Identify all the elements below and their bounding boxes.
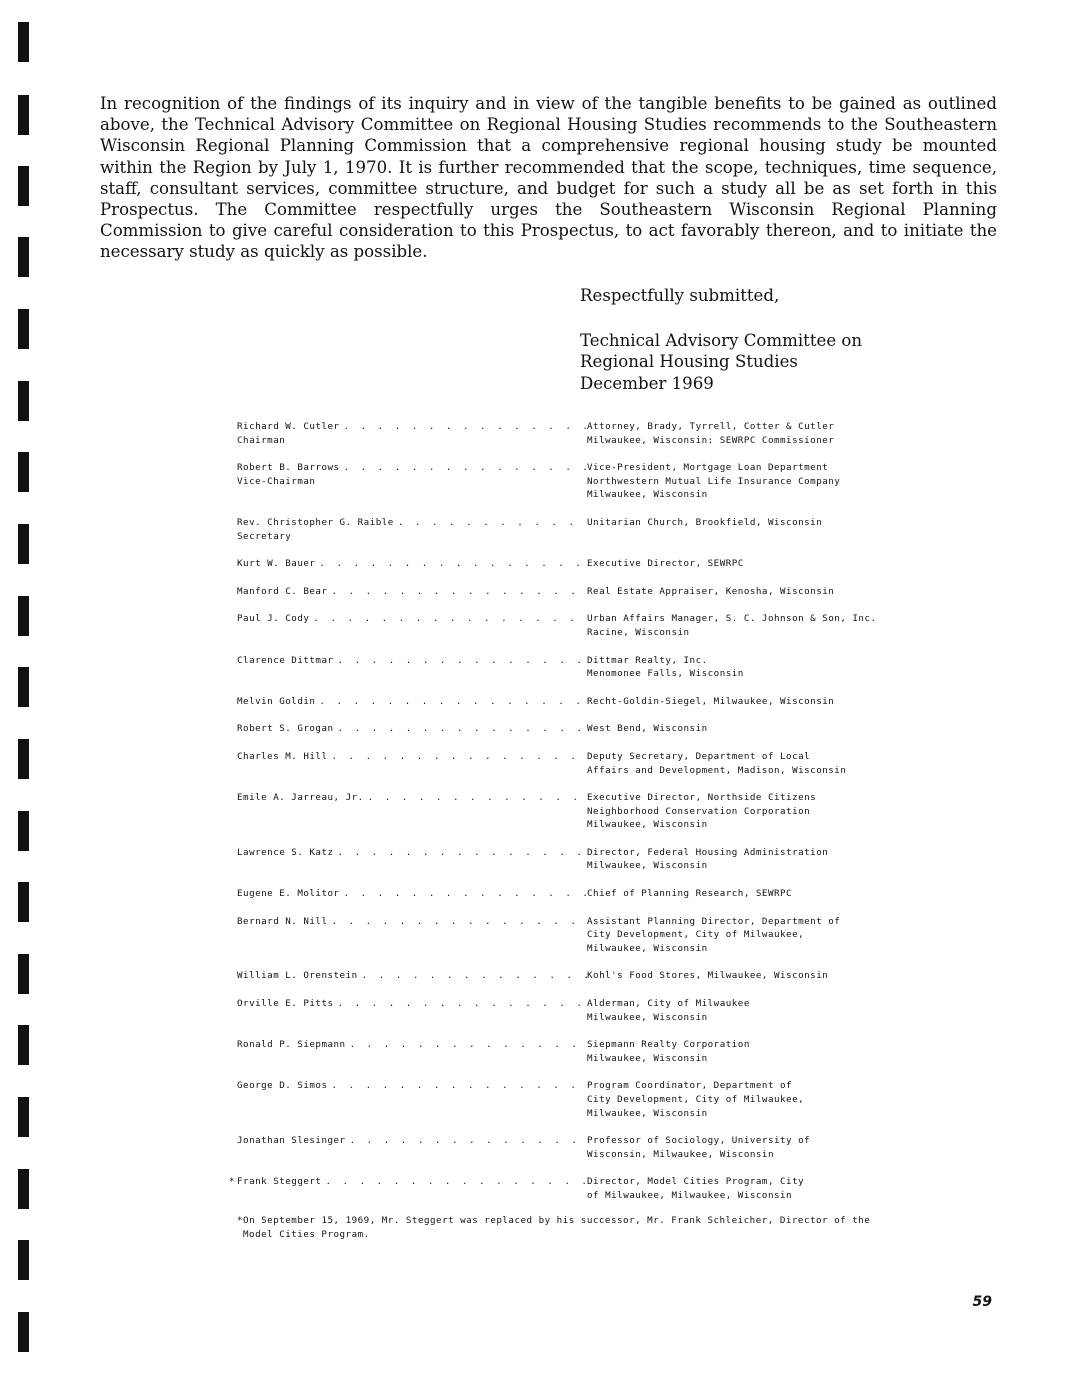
member-left-column <box>237 654 587 681</box>
member-left-column <box>237 750 587 777</box>
member-left-column <box>237 516 587 543</box>
member-left-column <box>237 846 587 873</box>
affiliation-line: Milwaukee, Wisconsin <box>587 1107 708 1119</box>
binding-mark <box>18 954 29 994</box>
binding-mark <box>18 596 29 636</box>
affiliation-line: Menomonee Falls, Wisconsin <box>587 668 744 680</box>
member-name: Kurt W. Bauer <box>237 558 316 570</box>
member-left-column <box>237 1134 587 1161</box>
member-name-line <box>237 969 587 983</box>
member-affiliation <box>587 1038 937 1065</box>
member-left-column <box>237 1079 587 1120</box>
dot-leader <box>331 750 587 764</box>
binding-mark <box>18 811 29 851</box>
member-left-column <box>237 585 587 599</box>
member-affiliation <box>587 887 937 901</box>
dot-leader <box>338 722 587 736</box>
member-name-line <box>237 695 587 709</box>
dot-leader <box>331 585 587 599</box>
binding-mark <box>18 22 29 62</box>
member-row <box>237 516 937 543</box>
member-name-line <box>237 1134 587 1148</box>
committee-name-line-1: Technical Advisory Committee on <box>580 330 863 350</box>
member-affiliation <box>587 969 937 983</box>
dot-leader <box>319 557 587 571</box>
member-affiliation <box>587 557 937 571</box>
member-name-line <box>237 846 587 860</box>
binding-mark <box>18 667 29 707</box>
member-left-column <box>237 461 587 502</box>
footnote <box>237 1214 877 1241</box>
member-left-column <box>237 557 587 571</box>
member-left-column <box>237 722 587 736</box>
member-row <box>237 420 937 447</box>
binding-mark <box>18 1097 29 1137</box>
binding-mark <box>18 381 29 421</box>
member-name-line <box>237 585 587 599</box>
dot-leader <box>319 695 587 709</box>
dot-leader <box>344 461 587 475</box>
affiliation-line: Racine, Wisconsin <box>587 626 690 638</box>
affiliation-line: Milwaukee, Wisconsin <box>587 819 708 831</box>
member-name-line <box>237 654 587 668</box>
member-affiliation <box>587 997 937 1024</box>
member-left-column <box>237 612 587 639</box>
member-row <box>237 915 937 956</box>
member-affiliation <box>587 585 937 599</box>
member-left-column <box>237 997 587 1024</box>
dot-leader <box>350 1134 587 1148</box>
affiliation-line: of Milwaukee, Milwaukee, Wisconsin <box>587 1189 793 1201</box>
member-name: Paul J. Cody <box>237 613 310 625</box>
member-name-line <box>237 791 587 805</box>
binding-mark <box>18 1240 29 1280</box>
member-role: Secretary <box>237 530 292 542</box>
affiliation-line: Milwaukee, Wisconsin <box>587 1011 708 1023</box>
member-affiliation <box>587 846 937 873</box>
binding-mark <box>18 1169 29 1209</box>
member-affiliation <box>587 791 937 832</box>
member-name-line <box>237 722 587 736</box>
affiliation-line: Affairs and Development, Madison, Wisconsin <box>587 764 847 776</box>
member-name: Emile A. Jarreau, Jr. <box>237 792 364 804</box>
member-name-line <box>237 1079 587 1093</box>
affiliation-line: Deputy Secretary, Department of Local <box>587 750 811 762</box>
member-row <box>237 722 937 736</box>
member-name-line <box>237 887 587 901</box>
footnote-marker: * <box>229 1176 236 1188</box>
affiliation-line: Real Estate Appraiser, Kenosha, Wisconsin <box>587 585 835 597</box>
affiliation-line: Attorney, Brady, Tyrrell, Cotter & Cutler <box>587 421 835 432</box>
member-left-column <box>237 1038 587 1065</box>
dot-leader <box>313 612 587 626</box>
member-name: Jonathan Slesinger <box>237 1135 346 1147</box>
member-row <box>237 791 937 832</box>
binding-mark <box>18 1312 29 1352</box>
dot-leader <box>325 1175 587 1189</box>
member-name-line <box>237 612 587 626</box>
member-name: Orville E. Pitts <box>237 998 334 1010</box>
member-name: Lawrence S. Katz <box>237 846 334 858</box>
binding-mark <box>18 1025 29 1065</box>
affiliation-line: Dittmar Realty, Inc. <box>587 654 708 666</box>
member-row <box>237 612 937 639</box>
member-row <box>237 750 937 777</box>
affiliation-line: Siepmann Realty Corporation <box>587 1039 750 1051</box>
affiliation-line: Wisconsin, Milwaukee, Wisconsin <box>587 1148 774 1160</box>
member-name-line <box>237 1038 587 1052</box>
member-name: Eugene E. Molitor <box>237 888 340 900</box>
member-role: Chairman <box>237 434 286 446</box>
affiliation-line: Executive Director, Northside Citizens <box>587 792 817 804</box>
member-row <box>237 654 937 681</box>
member-affiliation <box>587 695 937 709</box>
member-affiliation <box>587 516 937 543</box>
affiliation-line: Milwaukee, Wisconsin <box>587 942 708 954</box>
affiliation-line: Neighborhood Conservation Corporation <box>587 805 811 817</box>
member-name: Frank Steggert <box>237 1176 322 1188</box>
member-row <box>229 1175 937 1202</box>
member-name: Manford C. Bear <box>237 585 328 597</box>
member-row <box>237 846 937 873</box>
dot-leader <box>362 969 587 983</box>
signature-block <box>580 285 1000 394</box>
binding-mark <box>18 309 29 349</box>
affiliation-line: City Development, City of Milwaukee, <box>587 929 805 941</box>
member-name: Charles M. Hill <box>237 750 328 762</box>
member-affiliation <box>587 1134 937 1161</box>
member-name: Melvin Goldin <box>237 695 316 707</box>
dot-leader <box>338 654 587 668</box>
affiliation-line: Kohl's Food Stores, Milwaukee, Wisconsin <box>587 970 829 982</box>
dot-leader <box>350 1038 587 1052</box>
member-name-line <box>237 915 587 929</box>
member-left-column <box>237 420 587 447</box>
member-name: William L. Orenstein <box>237 970 358 982</box>
affiliation-line: Alderman, City of Milwaukee <box>587 998 750 1010</box>
member-name-line <box>237 1175 587 1189</box>
dot-leader <box>331 915 587 929</box>
member-affiliation <box>587 1175 937 1202</box>
member-name-line <box>237 516 587 530</box>
member-affiliation <box>587 722 937 736</box>
committee-name-line-2: Regional Housing Studies <box>580 352 798 372</box>
binding-mark <box>18 882 29 922</box>
member-left-column <box>237 695 587 709</box>
affiliation-line: Unitarian Church, Brookfield, Wisconsin <box>587 516 823 528</box>
dot-leader <box>331 1079 587 1093</box>
member-left-column <box>237 915 587 956</box>
member-name-line <box>237 461 587 475</box>
affiliation-line: Milwaukee, Wisconsin <box>587 1052 708 1064</box>
member-name: Bernard N. Nill <box>237 915 328 927</box>
member-row <box>237 887 937 901</box>
member-affiliation <box>587 1079 937 1120</box>
member-name: Clarence Dittmar <box>237 654 334 666</box>
binding-mark <box>18 739 29 779</box>
footnote-line-1: *On September 15, 1969, Mr. Steggert was replaced by his successor, Mr. Frank Schleicher, Director of the <box>237 1215 871 1226</box>
member-name-line <box>237 750 587 764</box>
affiliation-line: Recht-Goldin-Siegel, Milwaukee, Wisconsin <box>587 695 835 707</box>
affiliation-line: Chief of Planning Research, SEWRPC <box>587 888 793 900</box>
affiliation-line: Director, Federal Housing Administration <box>587 846 829 858</box>
member-affiliation <box>587 915 937 956</box>
member-left-column <box>237 969 587 983</box>
affiliation-line: Director, Model Cities Program, City <box>587 1176 805 1188</box>
affiliation-line: Milwaukee, Wisconsin <box>587 489 708 501</box>
member-name: Ronald P. Siepmann <box>237 1039 346 1051</box>
member-row <box>237 1134 937 1161</box>
committee-member-list <box>229 420 937 1217</box>
dot-leader <box>338 997 587 1011</box>
affiliation-line: Milwaukee, Wisconsin <box>587 860 708 872</box>
member-row <box>237 1038 937 1065</box>
affiliation-line: Program Coordinator, Department of <box>587 1080 793 1092</box>
binding-mark <box>18 237 29 277</box>
member-affiliation <box>587 612 937 639</box>
binding-mark <box>18 166 29 206</box>
member-left-column <box>237 887 587 901</box>
affiliation-line: West Bend, Wisconsin <box>587 723 708 735</box>
affiliation-line: Milwaukee, Wisconsin: SEWRPC Commissioner <box>587 434 835 446</box>
binding-mark <box>18 95 29 135</box>
dot-leader <box>344 887 587 901</box>
affiliation-line: Northwestern Mutual Life Insurance Company <box>587 475 841 487</box>
dot-leader <box>344 420 587 434</box>
dot-leader <box>398 516 587 530</box>
affiliation-line: Vice-President, Mortgage Loan Department <box>587 462 829 474</box>
member-left-column <box>229 1175 587 1202</box>
member-role: Vice-Chairman <box>237 475 316 487</box>
affiliation-line: Assistant Planning Director, Department of <box>587 915 841 927</box>
member-affiliation <box>587 461 937 502</box>
member-name: George D. Simos <box>237 1080 328 1092</box>
member-row <box>237 969 937 983</box>
dot-leader <box>368 791 587 805</box>
footnote-line-2: Model Cities Program. <box>243 1228 370 1240</box>
affiliation-line: Executive Director, SEWRPC <box>587 558 744 570</box>
member-row <box>237 997 937 1024</box>
affiliation-line: Professor of Sociology, University of <box>587 1135 811 1147</box>
member-name: Robert S. Grogan <box>237 723 334 735</box>
member-name-line <box>237 420 587 434</box>
member-row <box>237 695 937 709</box>
closing-line: Respectfully submitted, <box>580 286 780 305</box>
member-name-line <box>237 557 587 571</box>
member-name-line <box>237 997 587 1011</box>
member-name: Robert B. Barrows <box>237 462 340 474</box>
affiliation-line: Urban Affairs Manager, S. C. Johnson & Son, Inc. <box>587 613 877 625</box>
member-row <box>237 557 937 571</box>
member-affiliation <box>587 654 937 681</box>
intro-paragraph: In recognition of the findings of its inquiry and in view of the tangible benefits to be gained as outlined above, the Technical Advisory Committee on Regional Housing Studies recommends to the Southeastern Wisconsin Regional Planning Commission that a comprehensive regional housing study be mounted within the Region by July 1, 1970. It is further recommended that the scope, techniques, time sequence, staff, consultant services, committee structure, and budget for such a study all be as set forth in this Prospectus. The Committee respectfully urges the Southeastern Wisconsin Regional Planning Commission to give careful consideration to this Prospectus, to act favorably thereon, and to initiate the necessary study as quickly as possible. <box>100 94 997 262</box>
binding-mark <box>18 452 29 492</box>
member-name: Richard W. Cutler <box>237 421 340 432</box>
member-row <box>237 1079 937 1120</box>
member-affiliation <box>587 420 937 447</box>
page-number: 59 <box>972 1294 992 1310</box>
binding-mark <box>18 524 29 564</box>
member-name: Rev. Christopher G. Raible <box>237 516 394 528</box>
dot-leader <box>338 846 587 860</box>
submission-date: December 1969 <box>580 373 714 393</box>
member-affiliation <box>587 750 937 777</box>
member-left-column <box>237 791 587 832</box>
member-row <box>237 461 937 502</box>
affiliation-line: City Development, City of Milwaukee, <box>587 1094 805 1105</box>
member-row <box>237 585 937 599</box>
